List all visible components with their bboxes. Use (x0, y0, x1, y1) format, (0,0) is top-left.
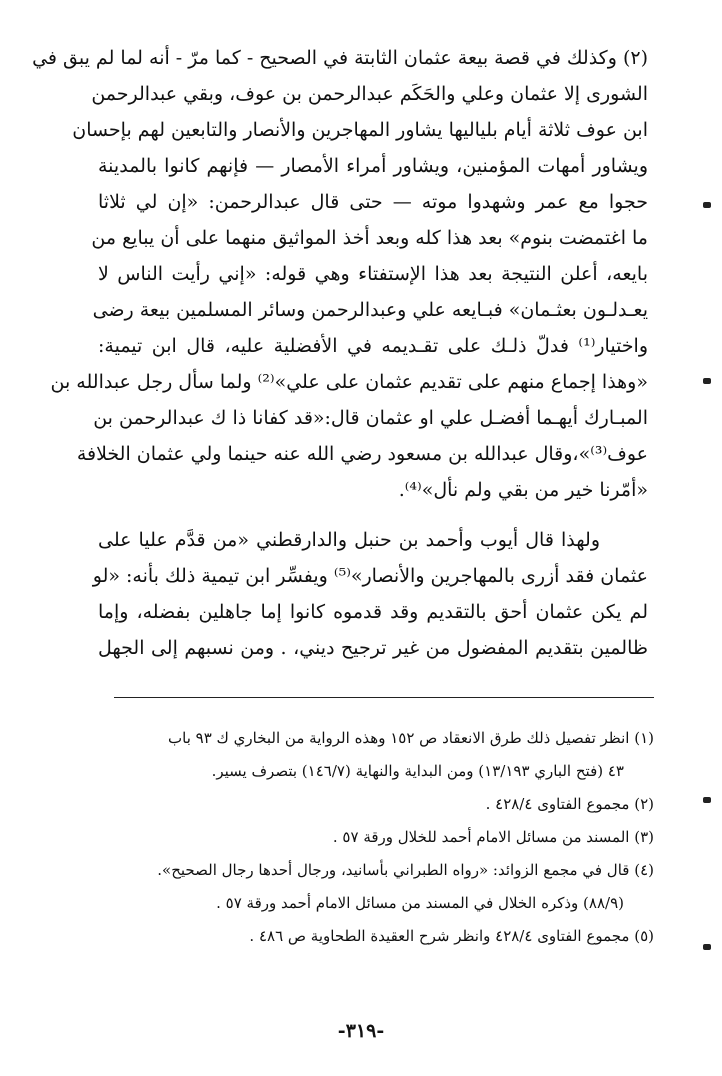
footnote-line: (٨٨/٩) وذكره الخلال في المسند من مسائل الامام أحمد ورقة ٥٧ . (216, 894, 624, 912)
margin-mark (703, 797, 711, 803)
main-text-block (32, 40, 648, 666)
main-text-line: الشورى إلا عثمان وعلي والحَكَم عبدالرحمن بن عوف، وبقي عبدالرحمن (91, 83, 648, 105)
main-text-line: عوف⁽³⁾»،وقال عبدالله بن مسعود رضي الله عنه حينما ولي عثمان الخلافة (76, 443, 648, 465)
main-text-line: ابن عوف ثلاثة أيام بلياليها يشاور المهاجرين والأنصار والتابعين لهم بإحسان (72, 119, 648, 141)
main-text-line: بايعه، أعلن النتيجة بعد هذا الإستفتاء وهي قوله: «إني رأيت الناس لا (98, 263, 648, 285)
footnote-line: (٥) مجموع الفتاوى ٤٢٨/٤ وانظر شرح العقيدة الطحاوية ص ٤٨٦ . (249, 927, 654, 945)
main-text-line: (٢) وكذلك في قصة بيعة عثمان الثابتة في الصحيح - كما مرّ - أنه لما لم يبق في (32, 47, 648, 69)
margin-mark (703, 378, 711, 384)
main-text-line: لم يكن عثمان أحق بالتقديم وقد قدموه كانوا إما جاهلين بفضله، وإما (98, 601, 648, 623)
footnote-line: (١) انظر تفصيل ذلك طرق الانعقاد ص ١٥٢ وهذه الرواية من البخاري ك ٩٣ باب (168, 729, 654, 747)
main-text-line: ولهذا قال أيوب وأحمد بن حنبل والدارقطني «من قدَّم عليا على (98, 529, 600, 551)
main-text-line: واختيار⁽¹⁾ فدلّ ذلـك على تقـديمه في الأفضلية عليه، قال ابن تيمية: (98, 335, 648, 357)
footnotes-block (96, 722, 654, 953)
main-text-line: ويشاور أمهات المؤمنين، ويشاور أمراء الأمصار — فإنهم كانوا بالمدينة (98, 155, 648, 177)
paragraph-gap (98, 508, 648, 522)
main-text-line: عثمان فقد أزرى بالمهاجرين والأنصار»⁽⁵⁾ ويفسِّر ابن تيمية ذلك بأنه: «لو (92, 565, 648, 587)
footnote-line: (٤) قال في مجمع الزوائد: «رواه الطبراني بأسانيد، ورجال أحدها رجال الصحيح». (157, 861, 654, 879)
main-text-line: «وهذا إجماع منهم على تقديم عثمان على علي»⁽²⁾ ولما سأل رجل عبدالله بن (50, 371, 648, 393)
margin-mark (703, 944, 711, 950)
main-text-line: «أمّرنا خير من بقي ولم نأل»⁽⁴⁾. (398, 479, 648, 501)
main-text-line: ظالمين بتقديم المفضول من غير ترجيح ديني، . ومن نسبهم إلى الجهل (98, 637, 648, 659)
page-number: -٣١٩- (337, 1020, 385, 1042)
main-text-line: المبـارك أيهـما أفضـل علي او عثمان قال:«قد كفانا ذا ك عبدالرحمن بن (93, 407, 648, 429)
main-text-line: حجوا مع عمر وشهدوا موته — حتى قال عبدالرحمن: «إن لي ثلاثا (98, 191, 648, 213)
footnote-line: (٣) المسند من مسائل الامام أحمد للخلال ورقة ٥٧ . (332, 828, 654, 846)
footnote-separator (114, 697, 654, 698)
main-text-line: يعـدلـون بعثـمان» فبـايعه علي وعبدالرحمن وسائر المسلمين بيعة رضى (92, 299, 648, 321)
footnote-line: ٤٣ (فتح الباري ١٣/١٩٣) ومن البداية والنهاية (١٤٦/٧) بتصرف يسير. (211, 762, 624, 780)
margin-mark (703, 202, 711, 208)
footnote-line: (٢) مجموع الفتاوى ٤٢٨/٤ . (485, 795, 654, 813)
main-text-line: ما اغتمضت بنوم» بعد هذا كله وبعد أخذ المواثيق منهما على أن يبايع من (91, 227, 648, 249)
